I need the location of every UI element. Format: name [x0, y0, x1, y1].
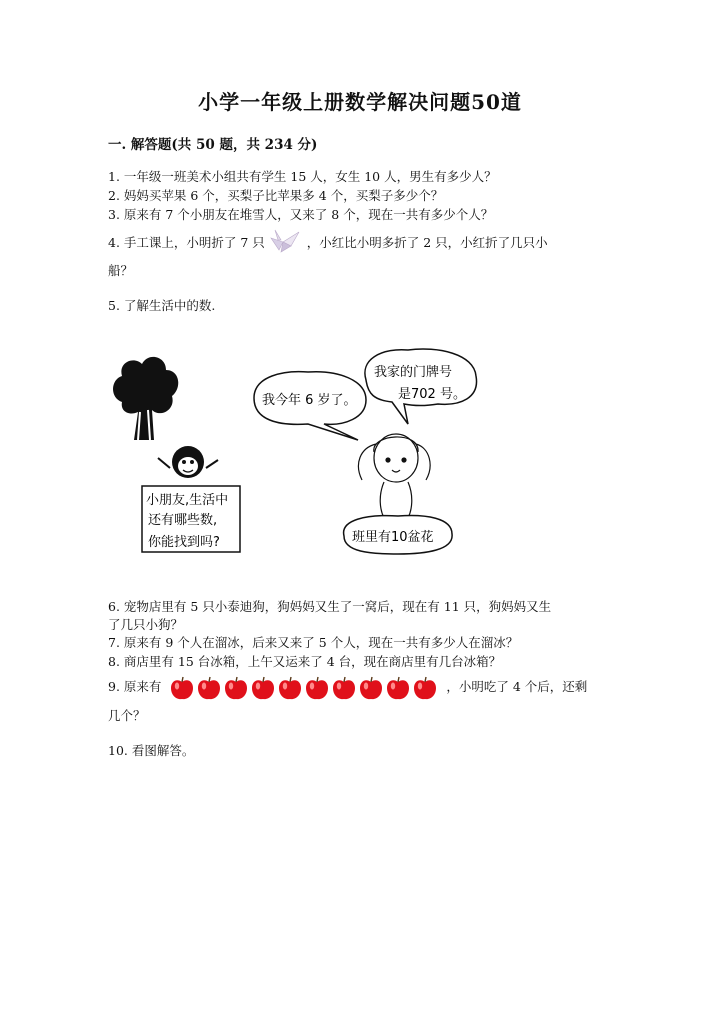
- question-4: [108, 228, 548, 259]
- question-2: 2. 妈妈买苹果 6 个，买梨子比苹果多 4 个，买梨子多少个？: [108, 188, 444, 203]
- page-title: 小学一年级上册数学解决问题50道: [198, 90, 522, 114]
- apple-icon: [304, 675, 330, 701]
- question-9-continued: 几个？: [108, 708, 146, 723]
- bubble-age-text: 我今年 6 岁了。: [262, 393, 357, 408]
- question-4-continued: 船？: [108, 263, 134, 278]
- apple-icon: [412, 675, 438, 701]
- question-6-continued: 了几只小狗？: [108, 617, 184, 632]
- question-10: 10. 看图解答。: [108, 743, 195, 758]
- apple-icon: [277, 675, 303, 701]
- box-line-3: 你能找到吗?: [148, 535, 220, 550]
- apple-icon: [358, 675, 384, 701]
- age-speech-bubble: [254, 372, 366, 440]
- question-9-text-b: ，小明吃了 4 个后，还剩: [446, 679, 588, 694]
- girl-icon: [358, 434, 430, 518]
- life-numbers-illustration: [108, 340, 488, 570]
- bubble-flowers-text: 班里有10盆花: [352, 530, 434, 545]
- monkey-icon: [158, 446, 218, 478]
- question-7: 7. 原来有 9 个人在溜冰，后来又来了 5 个人，现在一共有多少人在溜冰？: [108, 635, 519, 650]
- apple-icon: [385, 675, 411, 701]
- box-line-1: 小朋友,生活中: [146, 493, 229, 508]
- question-6: 6. 宠物店里有 5 只小泰迪狗，狗妈妈又生了一窝后，现在有 11 只，狗妈妈又生: [108, 599, 552, 614]
- question-4-text-b: ，小红比小明多折了 2 只，小红折了几只小: [306, 235, 548, 250]
- question-9: [108, 672, 587, 702]
- box-line-2: 还有哪些数,: [148, 513, 218, 528]
- paper-crane-icon: [269, 228, 303, 259]
- question-9-text-a: 9. 原来有: [108, 679, 162, 694]
- apple-icon: [196, 675, 222, 701]
- question-1: 1. 一年级一班美术小组共有学生 15 人，女生 10 人，男生有多少人？: [108, 169, 497, 184]
- apple-icon: [250, 675, 276, 701]
- section-heading: 一. 解答题(共 50 题，共 234 分): [108, 137, 318, 153]
- bubble-door-line-2: 是702 号。: [398, 387, 466, 402]
- door-number-speech-bubble: [365, 349, 477, 424]
- tree-icon: [113, 357, 178, 440]
- apple-icon: [331, 675, 357, 701]
- bubble-door-line-1: 我家的门牌号: [374, 365, 453, 380]
- question-3: 3. 原来有 7 个小朋友在堆雪人，又来了 8 个，现在一共有多少个人？: [108, 207, 494, 222]
- question-5: 5. 了解生活中的数.: [108, 298, 216, 313]
- flowers-speech-bubble: [344, 516, 453, 554]
- question-4-text-a: 4. 手工课上，小明折了 7 只: [108, 235, 265, 250]
- apple-icon: [169, 675, 195, 701]
- question-8: 8. 商店里有 15 台冰箱，上午又运来了 4 台，现在商店里有几台冰箱？: [108, 654, 502, 669]
- apple-icon: [223, 675, 249, 701]
- apple-row: [169, 675, 438, 701]
